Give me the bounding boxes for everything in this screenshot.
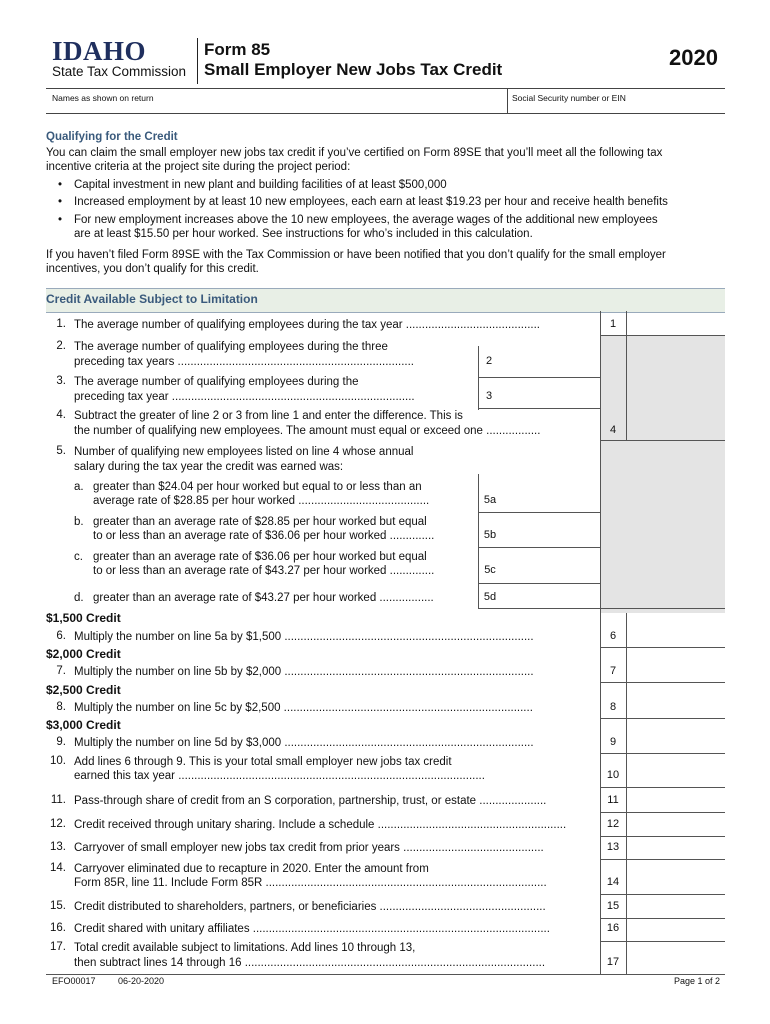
line-7-amount-field[interactable]: [627, 648, 725, 681]
form-code: EFO00017: [52, 976, 96, 986]
revision-date: 06-20-2020: [118, 976, 165, 986]
box-label-8: 8: [609, 701, 617, 713]
qualifying-note-2: incentives, you don’t qualify for this credit.: [46, 263, 259, 275]
ssn-ein-field[interactable]: Social Security number or EIN: [512, 93, 626, 103]
line-number: 17.: [50, 941, 66, 953]
line-7-text: Multiply the number on line 5b by $2,000 ..............................................................................: [74, 666, 534, 678]
line-5-text-cont: salary during the tax year the credit was earned was:: [74, 461, 344, 473]
box-label-6: 6: [609, 630, 617, 642]
line-10-text-cont: earned this tax year ................................................................................................: [74, 770, 485, 782]
line-2-text: The average number of qualifying employees during the three: [74, 341, 388, 353]
form-number: Form 85: [204, 40, 271, 59]
line-5c-amount-field[interactable]: [503, 548, 599, 582]
line-number: 5.: [56, 445, 66, 457]
line-17-text-cont: then subtract lines 14 through 16 ..............................................................................................: [74, 957, 546, 969]
box-label-14: 14: [606, 876, 620, 888]
line-5c-text: greater than an average rate of $36.06 per hour worked but equal: [93, 551, 427, 563]
line-8-amount-field[interactable]: [627, 683, 725, 717]
form-title: Small Employer New Jobs Tax Credit: [204, 60, 503, 79]
box-label-4: 4: [609, 424, 617, 436]
box-label-2: 2: [485, 355, 493, 367]
line-5d-amount-field[interactable]: [503, 584, 599, 607]
line-number: 1.: [56, 318, 66, 330]
line-number: 6.: [56, 630, 66, 642]
line-6-text: Multiply the number on line 5a by $1,500 ..............................................................................: [74, 631, 534, 643]
line-number: 14.: [50, 862, 66, 874]
qualifying-note-1: If you haven’t filed Form 89SE with the Tax Commission or have been notified that you don’t qualify for the small employer: [46, 249, 666, 261]
box-label-3: 3: [485, 390, 493, 402]
names-field[interactable]: Names as shown on return: [52, 93, 154, 103]
line-number: 15.: [50, 900, 66, 912]
box-label-7: 7: [609, 665, 617, 677]
agency-name: State Tax Commission: [52, 64, 187, 79]
line-3-text-cont: preceding tax year ............................................................................: [74, 391, 415, 403]
row-separator: [478, 408, 600, 409]
line-8-text: Multiply the number on line 5c by $2,500 ..............................................................................: [74, 702, 533, 714]
line-5-text: Number of qualifying new employees listed on line 4 whose annual: [74, 446, 414, 458]
line-number: 13.: [50, 841, 66, 853]
line-14-text: Carryover eliminated due to recapture in 2020. Enter the amount from: [74, 863, 429, 875]
line-number: 12.: [50, 818, 66, 830]
line-13-text: Carryover of small employer new jobs tax credit from prior years ............................................: [74, 842, 544, 854]
box-label-1: 1: [609, 318, 617, 330]
line-6-amount-field[interactable]: [627, 609, 725, 646]
line-16-amount-field[interactable]: [627, 919, 725, 940]
line-5d-text: greater than an average rate of $43.27 per hour worked .................: [93, 592, 434, 604]
line-number: 9.: [56, 736, 66, 748]
box-label-9: 9: [609, 736, 617, 748]
line-2-amount-field[interactable]: [501, 347, 599, 376]
qualifying-heading: Qualifying for the Credit: [46, 131, 178, 143]
line-4-text: Subtract the greater of line 2 or 3 from line 1 and enter the difference. This is: [74, 410, 463, 422]
page-number: Page 1 of 2: [673, 976, 720, 986]
line-5c-text-cont: to or less than an average rate of $43.27 per hour worked ..............: [93, 565, 435, 577]
row-separator: [600, 440, 725, 441]
box-label-12: 12: [606, 818, 620, 830]
box-label-5a: 5a: [483, 494, 497, 506]
credit-tier-heading: $3,000 Credit: [46, 718, 121, 732]
line-12-amount-field[interactable]: [627, 813, 725, 835]
line-17-text: Total credit available subject to limitations. Add lines 10 through 13,: [74, 942, 416, 954]
box-label-5c: 5c: [484, 564, 496, 576]
line-5a-text: greater than $24.04 per hour worked but equal to or less than an: [93, 481, 422, 493]
box-label-16: 16: [606, 922, 620, 934]
box-label-13: 13: [606, 841, 620, 853]
line-5c-letter: c.: [74, 551, 83, 563]
form-bottom-rule: [46, 974, 725, 975]
line-4-text-cont: the number of qualifying new employees. The amount must equal or exceed one .................: [74, 425, 541, 437]
line-11-text: Pass-through share of credit from an S corporation, partnership, trust, or estate .....................: [74, 795, 547, 807]
qualifying-intro-1: You can claim the small employer new jobs tax credit if you’ve certified on Form 89SE that you’ll meet all the following tax: [46, 147, 663, 159]
line-5b-letter: b.: [74, 516, 84, 528]
line-number: 3.: [56, 375, 66, 387]
line-1-text: The average number of qualifying employees during the tax year ..........................................: [74, 319, 540, 331]
line-2-text-cont: preceding tax years ..........................................................................: [74, 356, 414, 368]
box-label-15: 15: [606, 900, 620, 912]
shaded-region-lines-2-3: [627, 335, 725, 440]
line-3-text: The average number of qualifying employees during the: [74, 376, 359, 388]
line-13-amount-field[interactable]: [627, 837, 725, 858]
line-17-amount-field[interactable]: [627, 942, 725, 973]
line-5d-letter: d.: [74, 592, 84, 604]
line-5a-letter: a.: [74, 481, 84, 493]
line-number: 7.: [56, 665, 66, 677]
credit-tier-heading: $2,500 Credit: [46, 683, 121, 697]
box-label-11: 11: [607, 794, 619, 806]
line-5a-text-cont: average rate of $28.85 per hour worked .........................................: [93, 495, 430, 507]
line-10-amount-field[interactable]: [627, 754, 725, 786]
line-number: 10.: [50, 755, 66, 767]
credit-tier-heading: $2,000 Credit: [46, 647, 121, 661]
credit-section-heading: Credit Available Subject to Limitation: [46, 292, 258, 306]
line-15-amount-field[interactable]: [627, 895, 725, 917]
row-separator: [600, 335, 725, 336]
line-9-amount-field[interactable]: [627, 719, 725, 752]
line-11-amount-field[interactable]: [627, 788, 725, 811]
line-15-text: Credit distributed to shareholders, partners, or beneficiaries ....................................................: [74, 901, 546, 913]
line-5b-text: greater than an average rate of $28.85 per hour worked but equal: [93, 516, 427, 528]
line-3-amount-field[interactable]: [501, 378, 599, 407]
box-label-10: 10: [606, 769, 620, 781]
line-number: 8.: [56, 701, 66, 713]
line-5b-amount-field[interactable]: [503, 513, 599, 546]
line-number: 2.: [56, 340, 66, 352]
header-divider: [197, 38, 198, 84]
line-number: 11.: [50, 794, 66, 806]
line-number: 4.: [56, 409, 66, 421]
idaho-logo: IDAHO: [52, 36, 147, 66]
line-10-text: Add lines 6 through 9. This is your total small employer new jobs tax credit: [74, 756, 452, 768]
line-14-amount-field[interactable]: [627, 860, 725, 893]
tax-year: 2020: [669, 45, 718, 70]
qualifying-intro-2: incentive criteria at the project site during the project period:: [46, 161, 351, 173]
line-9-text: Multiply the number on line 5d by $3,000 ..............................................................................: [74, 737, 534, 749]
box-label-5b: 5b: [483, 529, 497, 541]
box-label-5d: 5d: [483, 591, 497, 603]
line-1-amount-field[interactable]: [627, 312, 725, 334]
shaded-region-line-5: [601, 441, 725, 613]
box-label-17: 17: [606, 956, 620, 968]
line-12-text: Credit received through unitary sharing. Include a schedule ...........................................................: [74, 819, 567, 831]
line-number: 16.: [50, 922, 66, 934]
credit-tier-heading: $1,500 Credit: [46, 611, 121, 625]
line-14-text-cont: Form 85R, line 11. Include Form 85R ........................................................................................: [74, 877, 547, 889]
line-5b-text-cont: to or less than an average rate of $36.06 per hour worked ..............: [93, 530, 435, 542]
id-field-divider: [507, 88, 508, 114]
line-16-text: Credit shared with unitary affiliates .............................................................................................: [74, 923, 550, 935]
line-5a-amount-field[interactable]: [503, 475, 599, 511]
